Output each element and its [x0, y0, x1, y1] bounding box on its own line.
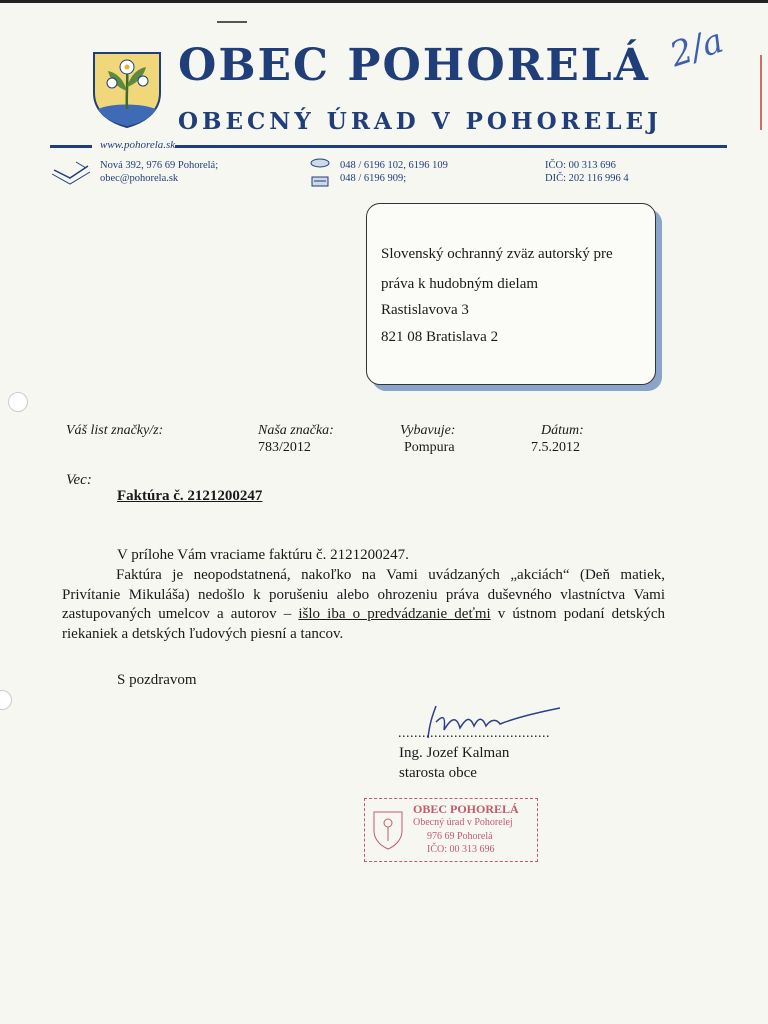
fax-number: 048 / 6196 909; — [340, 173, 407, 184]
punch-hole-top — [8, 392, 28, 412]
coat-of-arms-icon — [88, 47, 166, 129]
body-paragraph-underlined: išlo iba o predvádzanie deťmi — [298, 606, 491, 622]
recipient-address-box — [366, 203, 656, 385]
your-letter-label: Váš list značky/z: — [66, 423, 164, 438]
date-value: 7.5.2012 — [531, 440, 580, 455]
punch-hole-bottom — [0, 690, 12, 710]
handled-by-label: Vybavuje: — [400, 423, 456, 438]
our-ref-value: 783/2012 — [258, 440, 311, 455]
body-intro-line: V prílohe Vám vraciame faktúru č. 2121200247. — [117, 547, 409, 563]
handled-by-value: Pompura — [404, 440, 455, 455]
signature-dotted-line: ...................................... — [398, 726, 550, 741]
signatory-name: Ing. Jozef Kalman — [399, 745, 510, 761]
recipient-line-3: Rastislavova 3 — [381, 302, 469, 318]
stamp-coat-of-arms-icon — [371, 809, 405, 851]
subject-label: Vec: — [66, 472, 92, 488]
handwritten-note: 2/a — [665, 20, 729, 76]
phone-fax-icon — [308, 157, 332, 189]
body-paragraph-text-a: Faktúra je neopodstatnená, nakoľko na Vami uvádzaných „akciách“ (Deň matiek, Privítanie Mikuláša) nedošlo k porušeniu alebo ohrozeniu práva duševného vlastníctva Vami zastupovaných umelcov a autorov – — [62, 567, 665, 622]
postal-address: Nová 392, 976 69 Pohorelá; — [100, 160, 219, 171]
our-ref-label: Naša značka: — [258, 423, 334, 438]
stamp-line-1: OBEC POHORELÁ — [413, 802, 519, 816]
stamp-line-4: IČO: 00 313 696 — [427, 844, 495, 855]
phone-numbers: 048 / 6196 102, 6196 109 — [340, 160, 448, 171]
recipient-line-4: 821 08 Bratislava 2 — [381, 329, 499, 345]
dic-number: DIČ: 202 116 996 4 — [545, 173, 629, 184]
recipient-line-1: Slovenský ochranný zväz autorský pre — [381, 246, 613, 262]
top-mark — [217, 21, 247, 23]
office-subtitle: OBECNÝ ÚRAD V POHORELEJ — [178, 108, 662, 135]
recipient-line-2: práva k hudobným dielam — [381, 276, 539, 292]
signatory-title: starosta obce — [399, 765, 477, 781]
email-link[interactable]: obec@pohorela.sk — [100, 173, 179, 184]
date-label: Dátum: — [541, 423, 584, 438]
stamp-line-2: Obecný úrad v Pohorelej — [413, 817, 513, 828]
body-paragraph — [62, 566, 665, 644]
official-stamp — [364, 798, 538, 862]
closing-greeting: S pozdravom — [117, 672, 197, 688]
stamp-line-3: 976 69 Pohorelá — [427, 831, 493, 842]
top-edge-rule — [0, 0, 768, 3]
body-paragraph-text-b: v ústnom podaní detských riekaniek a detských ľudových piesní a tancov. — [62, 606, 665, 642]
envelope-icon — [50, 160, 92, 186]
municipality-title: OBEC POHORELÁ — [178, 40, 650, 91]
subject-title: Faktúra č. 2121200247 — [117, 488, 263, 504]
ico-number: IČO: 00 313 696 — [545, 160, 616, 171]
header-rule-right — [175, 145, 727, 148]
header-rule-left — [50, 145, 92, 148]
website-link[interactable]: www.pohorela.sk — [100, 139, 176, 151]
page-edge-mark — [760, 55, 762, 130]
